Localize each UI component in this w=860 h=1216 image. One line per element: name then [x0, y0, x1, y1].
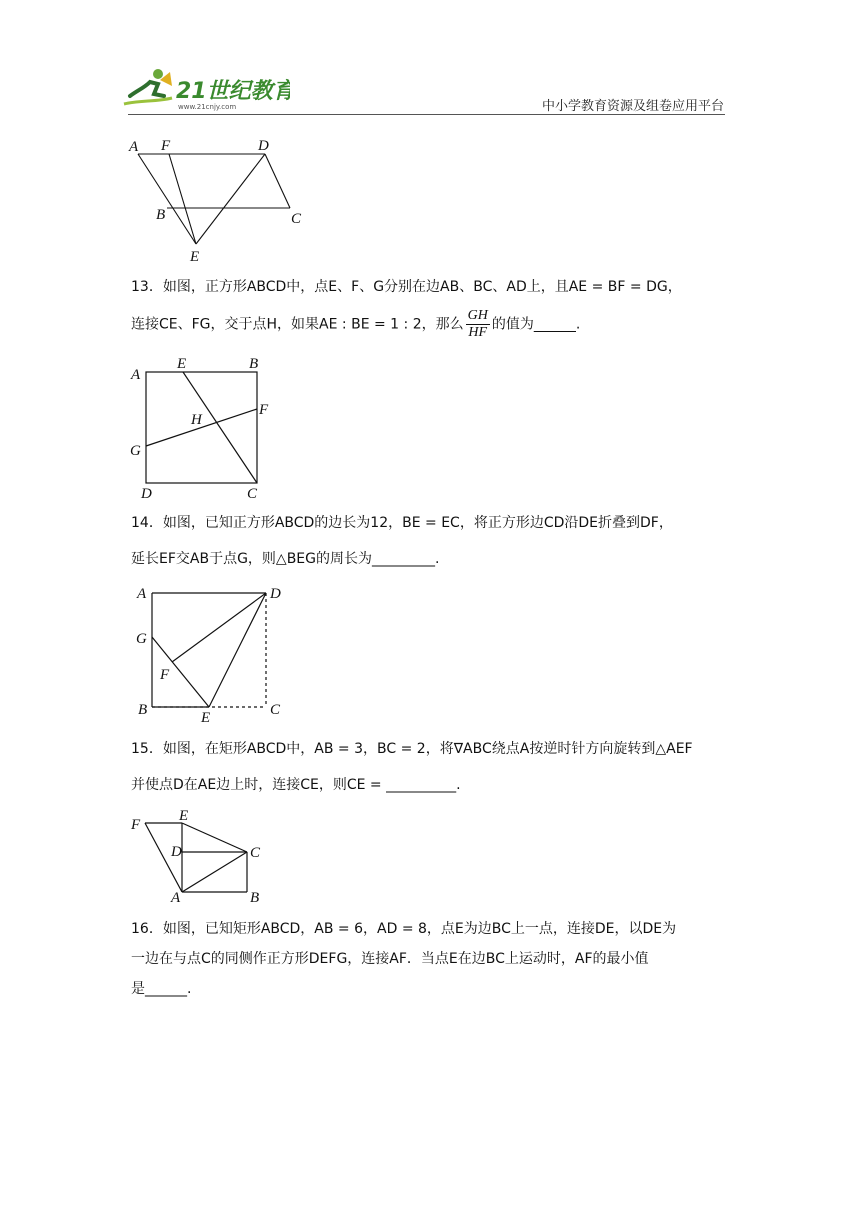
q16-line2: 一边在与点C的同侧作正方形DEFG，连接AF．当点E在边BC上运动时，AF的最小值 [131, 951, 649, 967]
label-c: C [291, 211, 302, 227]
label-e: E [177, 356, 187, 372]
label-f: F [161, 138, 171, 154]
q14-line1: 14．如图，已知正方形ABCD的边长为12，BE = EC，将正方形边CD沿DE折叠到DF， [131, 515, 673, 531]
q16-line3: 是______. [131, 981, 192, 997]
site-logo [120, 66, 290, 112]
label-a: A [171, 890, 181, 905]
label-g: G [130, 443, 141, 459]
logo-text: 21世纪教育 [176, 79, 290, 104]
q16-line1: 16．如图，已知矩形ABCD，AB = 6，AD = 8，点E为边BC上一点，连接DE，以DE为 [131, 921, 677, 937]
label-a: A [129, 139, 139, 155]
q13-line1: 13．如图，正方形ABCD中，点E、F、G分别在边AB、BC、AD上，且AE = BF = DG， [131, 279, 682, 295]
frac-den: HF [468, 325, 488, 340]
label-d: D [270, 586, 281, 602]
label-h: H [191, 412, 202, 428]
q14-line2: 延长EF交AB于点G，则△BEG的周长为_________. [131, 551, 440, 567]
question-15 [131, 738, 731, 796]
label-c: C [250, 845, 261, 861]
q15-line1: 15．如图，在矩形ABCD中，AB = 3，BC = 2，将∇ABC绕点A按逆时针方向旋转到△AEF [131, 741, 693, 757]
label-f: F [160, 667, 170, 683]
q13-line2-a: 连接CE、FG，交于点H，如果AE : BE = 1 : 2，那么 [131, 316, 464, 333]
label-b: B [249, 356, 259, 372]
runner-logo-icon [120, 66, 290, 112]
figure-q14 [125, 580, 295, 725]
label-f: F [131, 817, 141, 833]
label-d: D [258, 138, 269, 154]
frac-num: GH [467, 308, 488, 323]
label-f: F [259, 402, 269, 418]
question-13 [131, 276, 731, 341]
label-e: E [179, 808, 189, 824]
label-d: D [171, 844, 182, 860]
figure-q13 [125, 352, 285, 504]
label-b: B [156, 207, 166, 223]
logo-url: www.21cnjy.com [178, 103, 237, 111]
question-16 [131, 918, 731, 1000]
platform-name: 中小学教育资源及组卷应用平台 [541, 99, 724, 114]
label-c: C [247, 486, 258, 502]
q15-line2: 并使点D在AE边上时，连接CE，则CE = __________. [131, 777, 461, 793]
label-c: C [270, 702, 281, 718]
question-14 [131, 512, 731, 570]
q13-line2-b: 的值为______. [491, 316, 581, 333]
label-a: A [131, 367, 141, 383]
label-b: B [250, 890, 260, 905]
label-a: A [137, 586, 147, 602]
label-g: G [136, 631, 147, 647]
label-e: E [201, 710, 211, 725]
label-b: B [138, 702, 148, 718]
fraction-gh-hf [466, 308, 490, 341]
figure-q15 [125, 805, 275, 905]
figure-q12 [125, 135, 315, 265]
header-divider [128, 114, 725, 115]
label-d: D [141, 486, 152, 502]
label-e: E [190, 249, 200, 265]
